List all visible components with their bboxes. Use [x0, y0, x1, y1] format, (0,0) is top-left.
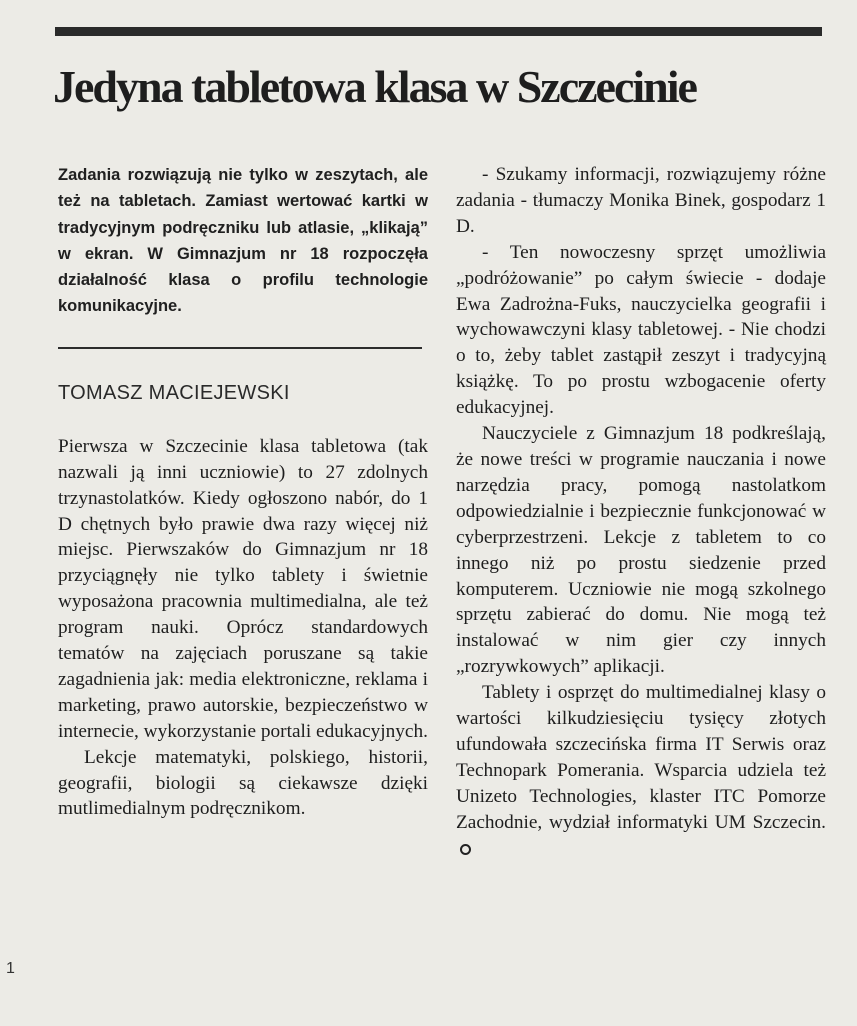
body-paragraph-final — [456, 680, 826, 861]
body-paragraph: - Szukamy informacji, rozwiązujemy różne zadania - tłumaczy Monika Binek, gospodarz 1 D. — [456, 164, 826, 237]
margin-number: 1 — [6, 960, 15, 977]
right-column — [456, 162, 826, 861]
lead-divider — [58, 347, 422, 349]
top-rule — [55, 27, 822, 36]
byline: TOMASZ MACIEJEWSKI — [58, 381, 290, 404]
left-column — [58, 162, 428, 822]
headline: Jedyna tabletowa klasa w Szczecinie — [53, 61, 696, 112]
end-of-article-icon — [460, 844, 471, 855]
body-paragraph: - Ten nowoczesny sprzęt umożliwia „podróżowanie” po całym świecie - dodaje Ewa Zadrożna-Fuks, nauczycielka geografii i wychowawczyni klasy tabletowej. - Nie chodzi o to, żeby tablet zastąpił zeszyt i tradycyjną książkę. To po prostu wzbogacenie oferty edukacyjnej. — [456, 241, 826, 419]
body-paragraph: Nauczyciele z Gimnazjum 18 podkreślają, że nowe treści w programie nauczania i nowe narzędzia pracy, pomogą nastolatkom odpowiedzialnie i bezpiecznie funkcjonować w cyberprzestrzeni. Lekcje z tabletem to co innego niż po prostu siedzenie przed komputerem. Uczniowie nie mogą szkolnego sprzętu zabierać do domu. Nie mogą też instalować w nim gier czy innych „rozrywkowych” aplikacji. — [456, 423, 826, 678]
body-left — [58, 434, 428, 823]
body-paragraph: Pierwsza w Szczecinie klasa tabletowa (tak nazwali ją inni uczniowie) to 27 zdolnych trzynastolatków. Kiedy ogłoszono nabór, do 1 D chętnych było prawie dwa razy więcej niż miejsc. Pierwszaków do Gimnazjum nr 18 przyciągnęły nie tylko tablety i świetnie wyposażona pracownia multimedialna, ale też program nauki. Oprócz standardowych tematów na zajęciach poruszane są takie zagadnienia jak: media elektroniczne, reklama i marketing, prawo autorskie, bezpieczeństwo w internecie, wykorzystanie portali edukacyjnych. — [58, 435, 428, 742]
body-paragraph: Lekcje matematyki, polskiego, historii, geografii, biologii są ciekawsze dzięki mutlimedialnym podręcznikom. — [58, 746, 428, 820]
lead-paragraph: Zadania rozwiązują nie tylko w zeszytach, ale też na tabletach. Zamiast wertować kartki w tradycyjnym podręczniku lub atlasie, „klikają” w ekran. W Gimnazjum nr 18 rozpoczęła działalność klasa o profilu technologie komunikacyjne. — [58, 166, 428, 316]
final-paragraph-text: Tablety i osprzęt do multimedialnej klasy o wartości kilkudziesięciu tysięcy złotych ufundowała szczecińska firma IT Serwis oraz Technopark Pomerania. Wsparcia udziela też Unizeto Technologies, klaster ITC Pomorze Zachodnie, wydział informatyki UM Szczecin. — [456, 682, 826, 833]
